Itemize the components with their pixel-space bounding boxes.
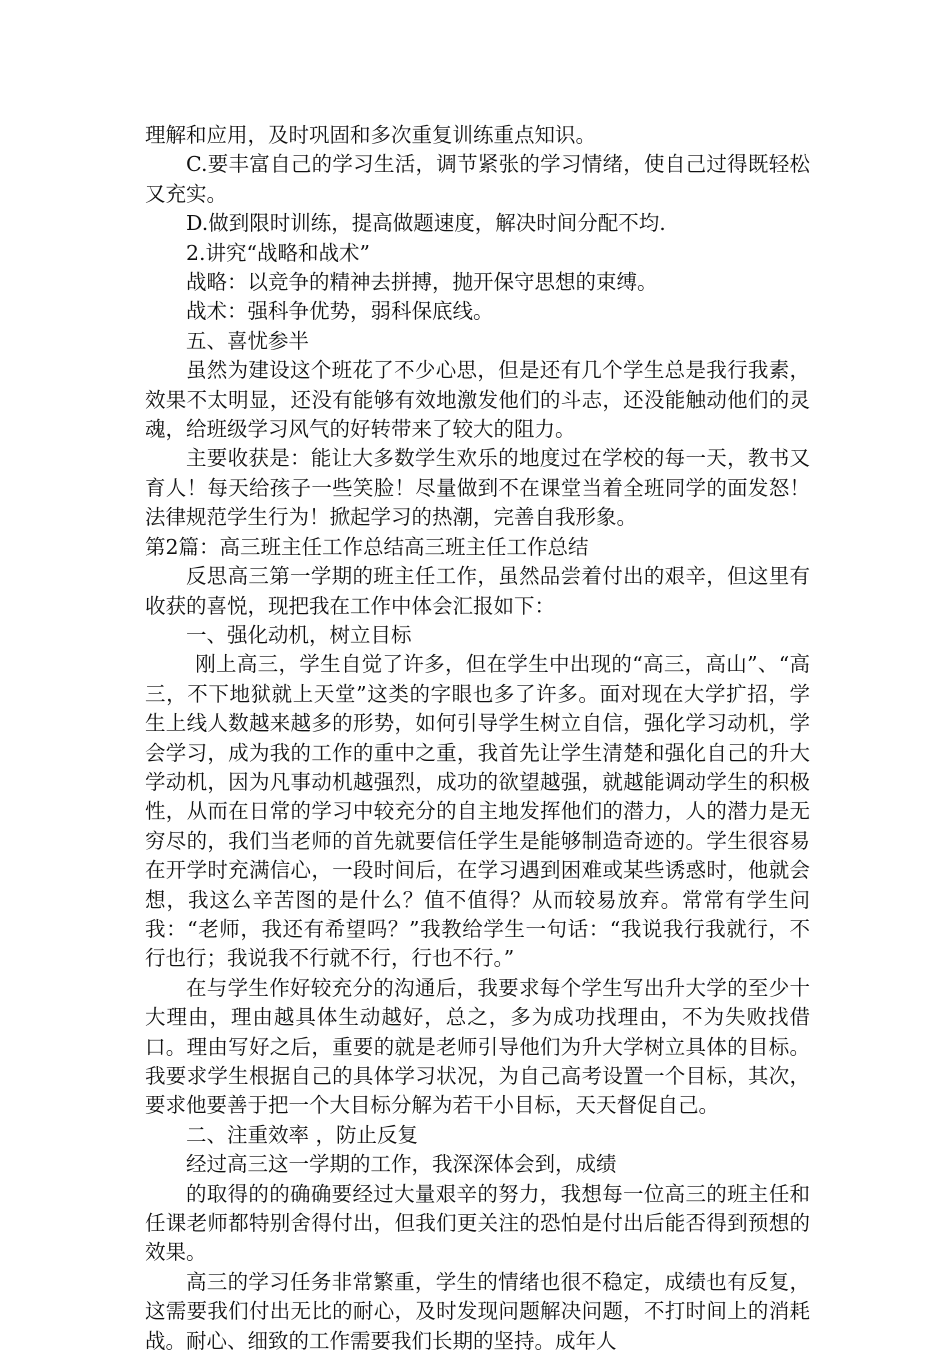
subheading-strategy: 2.讲究“战略和战术”	[186, 240, 371, 265]
paragraph-17: 的取得的的确确要经过大量艰辛的努力，我想每一位高三的班主任和任课老师都特别舍得付出，但我们更关注的恐怕是付出后能否得到预想的效果。	[145, 1181, 810, 1265]
paragraph-13: 刚上高三，学生自觉了许多，但在学生中出现的“高三，高山”、“高三，不下地狱就上天堂”这类的字眼也多了许多。面对现在大学扩招，学生上线人数越来越多的形势，如何引导学生树立自信，强化学习动机，学会学习，成为我的工作的重中之重，我首先让学生清楚和强化自己的升大学动机，因为凡事动机越强烈，成功的欲望越强，就越能调动学生的积极性，从而在日常的学习中较充分的自主地发挥他们的潜力，人的潜力是无穷尽的，我们当老师的首先就要信任学生是能够制造奇迹的。学生很容易在开学时充满信心，一段时间后，在学习遇到困难或某些诱惑时，他就会想，我这么辛苦图的是什么？值不值得？从而较易放弃。常常有学生问我：“老师，我还有希望吗？”我教给学生一句话：“我说我行我就行，不行也行；我说我不行就不行，行也不行。”	[145, 652, 810, 971]
paragraph-tactics: 战术：强科争优势，弱科保底线。	[186, 299, 494, 324]
section-heading-5: 五、喜忧参半	[186, 328, 309, 353]
paragraph-16: 经过高三这一学期的工作，我深深体会到，成绩	[186, 1152, 617, 1177]
paragraph-8: 虽然为建设这个班花了不少心思，但是还有几个学生总是我行我素，效果不太明显，还没有能够有效地激发他们的斗志，还没能触动他们的灵魂，给班级学习风气的好转带来了较大的阻力。	[145, 358, 810, 442]
paragraph-1: 理解和应用，及时巩固和多次重复训练重点知识。	[145, 123, 596, 147]
paragraph-strategy: 战略：以竞争的精神去拼搏，抛开保守思想的束缚。	[186, 270, 658, 295]
document-body	[145, 121, 810, 1356]
article-title: 第2篇：高三班主任工作总结高三班主任工作总结	[145, 534, 589, 559]
section-heading-2: 二、注重效率 ，防止反复	[186, 1122, 419, 1147]
paragraph-18: 高三的学习任务非常繁重，学生的情绪也很不稳定，成绩也有反复，这需要我们付出无比的耐心，及时发现问题解决问题，不打时间上的消耗战。耐心、细致的工作需要我们长期的坚持。成年人	[145, 1269, 810, 1353]
section-heading-1: 一、强化动机，树立目标	[186, 622, 412, 647]
paragraph-3: D.做到限时训练，提高做题速度，解决时间分配不均.	[186, 211, 666, 236]
paragraph-9: 主要收获是：能让大多数学生欢乐的地度过在学校的每一天，教书又育人！每天给孩子一些笑脸！尽量做到不在课堂当着全班同学的面发怒！法律规范学生行为！掀起学习的热潮，完善自我形象。	[145, 446, 810, 530]
paragraph-2: C.要丰富自己的学习生活，调节紧张的学习情绪，使自己过得既轻松又充实。	[145, 152, 810, 206]
paragraph-11: 反思高三第一学期的班主任工作，虽然品尝着付出的艰辛，但这里有收获的喜悦，现把我在工作中体会汇报如下：	[145, 564, 810, 618]
paragraph-14: 在与学生作好较充分的沟通后，我要求每个学生写出升大学的至少十大理由，理由越具体生动越好，总之，多为成功找理由，不为失败找借口。理由写好之后，重要的就是老师引导他们为升大学树立具体的目标。我要求学生根据自己的具体学习状况，为自己高考设置一个目标，其次，要求他要善于把一个大目标分解为若干小目标，天天督促自己。	[145, 975, 810, 1118]
